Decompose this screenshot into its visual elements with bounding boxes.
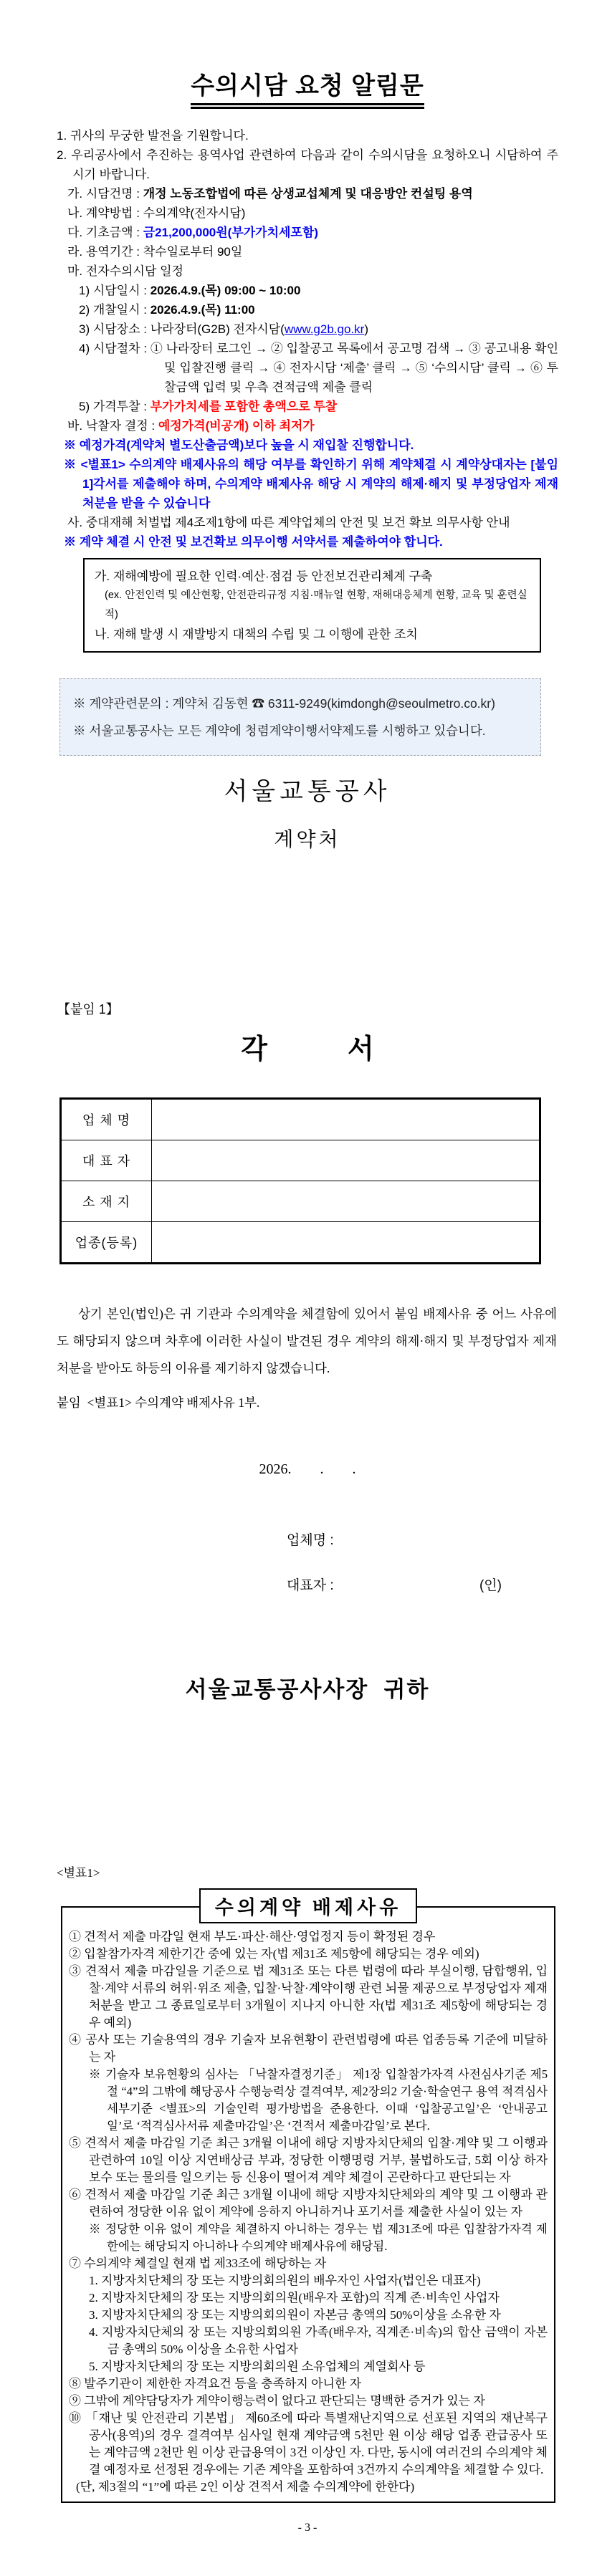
pledge-date-line: 2026. . . xyxy=(259,1461,356,1477)
item-subject-label: 가. 시담건명 : xyxy=(67,187,143,201)
table-row xyxy=(61,1181,540,1222)
schedule-procedure xyxy=(79,339,558,397)
schedule-negotiation-time-value: 2026.4.9.(목) 09:00 ~ 10:00 xyxy=(150,284,301,297)
annex-item-3: ③ 견적서 제출 마감일을 기준으로 법 제31조 또는 다른 법령에 따라 부실이행, 담합행위, 입찰·계약 서류의 허위·위조 제출, 입찰·낙찰·계약이행 관련 뇌물 제공으로 부정당업자 제재 처분을 받고 그 종료일로부터 3개월이 지나지 아니한 자(법 제31조 제5항에 해당되는 경우 예외) xyxy=(69,1964,548,2029)
schedule-procedure-label: 4) 시담절차 : xyxy=(79,342,151,355)
document-title: 수의시담 요청 알림문 xyxy=(191,66,424,109)
table-row xyxy=(61,1222,540,1264)
annex-item-8: ⑧ 발주기관이 제한한 자격요건 등을 충족하지 아니한 자 xyxy=(69,2377,362,2390)
annex-item-4: ④ 공사 또는 기술용역의 경우 기술자 보유현황이 관련법령에 따른 업종등록 기준에 미달하는 자 xyxy=(69,2033,548,2064)
recipient-line: 서울교통공사사장 귀하 xyxy=(185,1677,430,1702)
item-award-decision-value: 예정가격(비공개) 이하 최저가 xyxy=(158,419,315,433)
company-name-row xyxy=(287,1529,502,1549)
phone-icon: ☎ xyxy=(252,696,265,711)
annex-item-7-sub-2: 2. 지방자치단체의 장 또는 지방의회의원(배우자 포함)의 직계 존·비속인 사업자 xyxy=(89,2291,500,2305)
integrity-pledge-line: ※ 서울교통공사는 모든 계약에 청렴계약이행서약제도를 시행하고 있습니다. xyxy=(73,724,486,738)
safety-obligation-box xyxy=(83,558,541,653)
item-schedule-heading: 마. 전자수의시담 일정 xyxy=(67,264,183,278)
item-contract-method: 나. 계약방법 : 수의계약(전자시담) xyxy=(67,206,246,220)
annex-item-9: ⑨ 그밖에 계약담당자가 계약이행능력이 없다고 판단되는 명백한 증거가 있는 자 xyxy=(69,2394,485,2408)
item-subject xyxy=(67,184,558,203)
row-label-company: 업 체 명 xyxy=(61,1099,152,1140)
document-page xyxy=(0,66,592,2576)
schedule-opening-time-label: 2) 개찰일시 : xyxy=(79,303,151,317)
greeting-line: 1. 귀사의 무궁한 발전을 기원합니다. xyxy=(57,129,249,143)
ceo-name-row xyxy=(287,1575,502,1594)
attachment1-label: 【붙임 1】 xyxy=(57,1002,119,1017)
g2b-link[interactable]: www.g2b.go.kr xyxy=(284,322,365,336)
page-number: - 3 - xyxy=(297,2522,318,2534)
annex-item-7-sub-3: 3. 지방자치단체의 장 또는 지방의회의원이 자본금 총액의 50%이상을 소유한 자 xyxy=(89,2308,501,2322)
pledge-title xyxy=(57,1027,558,1066)
item-award-decision-label: 바. 낙찰자 결정 : xyxy=(67,419,158,433)
pledge-attachment-line: 붙임 <별표1> 수의계약 배제사유 1부. xyxy=(57,1395,260,1410)
annex-title: 수의계약 배제사유 xyxy=(199,1888,417,1923)
item-service-period: 라. 용역기간 : 착수일로부터 90일 xyxy=(67,245,243,259)
pledge-body-paragraph: 상기 본인(법인)은 귀 기관과 수의계약을 체결함에 있어서 붙임 배제사유 중 어느 사유에도 해당되지 않으며 차후에 이러한 사실이 발견된 경우 계약의 해제·해지 및 부정당업자 제재 처분을 받아도 하등의 이유를 제기하지 않겠습니다. xyxy=(57,1307,557,1375)
schedule-procedure-value: ① 나라장터 로그인 → ② 입찰공고 목록에서 공고명 검색 → ③ 공고내용 확인 및 입찰진행 클릭 → ④ 전자시담 ‘제출’ 클릭 → ⑤ ‘수의시담’ 클릭 → ⑥ 투찰금액 입력 및 우측 견적금액 제출 클릭 xyxy=(150,342,558,394)
row-label-business-type: 업종(등록) xyxy=(61,1222,152,1264)
annex-item-7-sub-5: 5. 지방자치단체의 장 또는 지방의회의원 소유업체의 계열회사 등 xyxy=(89,2360,426,2373)
annex-item-7-sub-1: 1. 지방자치단체의 장 또는 지방의회의원의 배우자인 사업자(법인은 대표자) xyxy=(89,2274,481,2287)
item-safety-guide: 사. 중대재해 처벌법 제4조제1항에 따른 계약업체의 안전 및 보건 확보 의무사항 안내 xyxy=(67,516,510,529)
contact-line-pre: ※ 계약관련문의 : 계약처 김동현 xyxy=(73,696,252,711)
department-name: 계약처 xyxy=(274,828,341,850)
annex-item-4-note: ※ 기술자 보유현황의 심사는 「낙찰자결정기준」 제1장 입찰참가자격 사전심사기준 제5절 “4”의 그밖에 해당공사 수행능력상 결격여부, 제2장의2 기술·학술연구 용역 적격심사 세부기준 <별표>의 기술인력 평가방법을 준용한다. 이때 ‘입찰공고일’은 ‘안내공고일’로 ‘적격심사서류 제출마감일’은 ‘견적서 제출마감일’로 본다. xyxy=(89,2067,548,2133)
item-base-amount xyxy=(67,223,558,242)
note-safety-oath: ※ 계약 체결 시 안전 및 보건확보 의무이행 서약서를 제출하여야 합니다. xyxy=(64,535,443,549)
item-award-decision xyxy=(67,416,558,436)
schedule-price-bid-label: 5) 가격투찰 : xyxy=(79,400,151,413)
table-row xyxy=(61,1099,540,1140)
schedule-price-bid-value: 부가가치세를 포함한 총액으로 투찰 xyxy=(150,400,338,413)
annex-item-7-sub-4: 4. 지방자치단체의 장 또는 지방의회의원 가족(배우자, 직계존·비속)의 합산 금액이 자본금 총액의 50% 이상을 소유한 사업자 xyxy=(89,2325,548,2356)
contact-info-box xyxy=(59,678,541,756)
table-row xyxy=(61,1140,540,1181)
safety-line-2: 나. 재해 발생 시 재발방지 대책의 수립 및 그 이행에 관한 조치 xyxy=(95,628,418,641)
schedule-place-label: 3) 시담장소 : xyxy=(79,322,151,336)
annex-item-6-note: ※ 정당한 이유 없이 계약을 체결하지 아니하는 경우는 법 제31조에 따른 입찰참가자격 제한에는 해당되지 아니하나 수의계약 배제사유에 해당됨. xyxy=(89,2222,548,2253)
row-value-address xyxy=(152,1181,540,1222)
annex-item-10: ⑩ 「재난 및 안전관리 기본법」 제60조에 따라 특별재난지역으로 선포된 지역의 재난복구공사(용역)의 경우 결격여부 심사일 현재 계약금액 5천만 원 이상 해당 업종 관급공사 또는 계약금액 2천만 원 이상 관급용역이 3건 이상인 자. 다만, 동시에 여러건의 수의계약 체결 예정자로 선정된 경우에는 기존 계약을 포함하여 3건까지 수의계약을 체결할 수 있다. xyxy=(69,2411,548,2476)
annex-item-10-tail: (단, 제3절의 “1”에 따른 2인 이상 견적서 제출 수의계약에 한한다) xyxy=(76,2480,415,2494)
annex-item-7: ⑦ 수의계약 체결일 현재 법 제33조에 해당하는 자 xyxy=(69,2257,327,2270)
annex-item-6: ⑥ 견적서 제출 마감일 기준 최근 3개월 이내에 해당 지방자치단체와의 계약 및 그 이행과 관련하여 정당한 이유 없이 계약에 응하지 아니하거나 포기서를 제출한 사실이 있는 자 xyxy=(69,2188,548,2219)
seal-placeholder: (인) xyxy=(479,1578,502,1593)
schedule-opening-time xyxy=(79,300,558,319)
row-value-ceo xyxy=(152,1140,540,1181)
schedule-place xyxy=(79,319,558,339)
ceo-name-label: 대표자 : xyxy=(287,1578,334,1593)
schedule-place-post: ) xyxy=(364,322,368,336)
pledge-title-left: 각 xyxy=(241,1034,267,1064)
company-name-label: 업체명 : xyxy=(287,1533,334,1548)
schedule-negotiation-time xyxy=(79,281,558,300)
signature-block xyxy=(287,1529,558,1594)
schedule-negotiation-time-label: 1) 시담일시 : xyxy=(79,284,151,297)
request-line: 2. 우리공사에서 추진하는 용역사업 관련하여 다음과 같이 수의시담을 요청하오니 시담하여 주시기 바랍니다. xyxy=(57,148,558,181)
annex-exclusion-list xyxy=(69,1928,548,2496)
annex-item-1: ① 견적서 제출 마감일 현재 부도·파산·해산·영업정지 등이 확정된 경우 xyxy=(69,1930,436,1943)
row-label-address: 소 재 지 xyxy=(61,1181,152,1222)
safety-line-1: 가. 재해예방에 필요한 인력·예산·점검 등 안전보건관리체계 구축 xyxy=(95,569,433,583)
contact-line xyxy=(73,690,527,717)
item-base-amount-label: 다. 기초금액 : xyxy=(67,226,143,239)
row-label-ceo: 대 표 자 xyxy=(61,1140,152,1181)
organization-name: 서울교통공사 xyxy=(224,778,391,805)
annex-item-5: ⑤ 견적서 제출 마감일 기준 최근 3개월 이내에 해당 지방자치단체의 입찰·계약 및 그 이행과 관련하여 10일 이상 지연배상금 부과, 정당한 이행명령 거부, 불법하도급, 5회 이상 하자보수 또는 물의를 일으키는 등 신용이 떨어져 계약 체결이 곤란하다고 판단되는 자 xyxy=(69,2136,548,2184)
item-base-amount-value: 금21,200,000원(부가가치세포함) xyxy=(143,226,318,239)
annex-item-2: ② 입찰참가자격 제한기간 중에 있는 자(법 제31조 제5항에 해당되는 경우 예외) xyxy=(69,1947,479,1961)
note-exclusion-pledge: ※ <별표1> 수의계약 배제사유의 해당 여부를 확인하기 위해 계약체결 시 계약상대자는 [붙임1]각서를 제출해야 하며, 수의계약 배제사유 해당 시 계약의 해제·해지 및 부정당업자 제재 처분을 받을 수 있습니다 xyxy=(64,458,558,510)
schedule-place-pre: 나라장터(G2B) 전자시담( xyxy=(150,322,285,336)
schedule-price-bid xyxy=(79,397,558,416)
schedule-opening-time-value: 2026.4.9.(목) 11:00 xyxy=(150,303,255,317)
contact-line-post: 6311-9249(kimdongh@seoulmetro.co.kr) xyxy=(264,696,495,711)
annex-label: <별표1> xyxy=(57,1866,100,1880)
row-value-business-type xyxy=(152,1222,540,1264)
pledge-info-table xyxy=(59,1097,541,1264)
item-subject-value: 개정 노동조합법에 따른 상생교섭체계 및 대응방안 컨설팅 용역 xyxy=(143,187,473,201)
pledge-title-right: 서 xyxy=(348,1034,374,1064)
row-value-company xyxy=(152,1099,540,1140)
annex-exclusion-box xyxy=(61,1897,555,2503)
safety-line-example: (ex. 안전인력 및 예산현황, 안전관리규정 지침·매뉴얼 현황, 재해대응체계 현황, 교육 및 훈련실적) xyxy=(105,590,527,620)
notice-body xyxy=(57,126,558,552)
note-rebid: ※ 예정가격(계약처 별도산출금액)보다 높을 시 재입찰 진행합니다. xyxy=(64,438,414,452)
